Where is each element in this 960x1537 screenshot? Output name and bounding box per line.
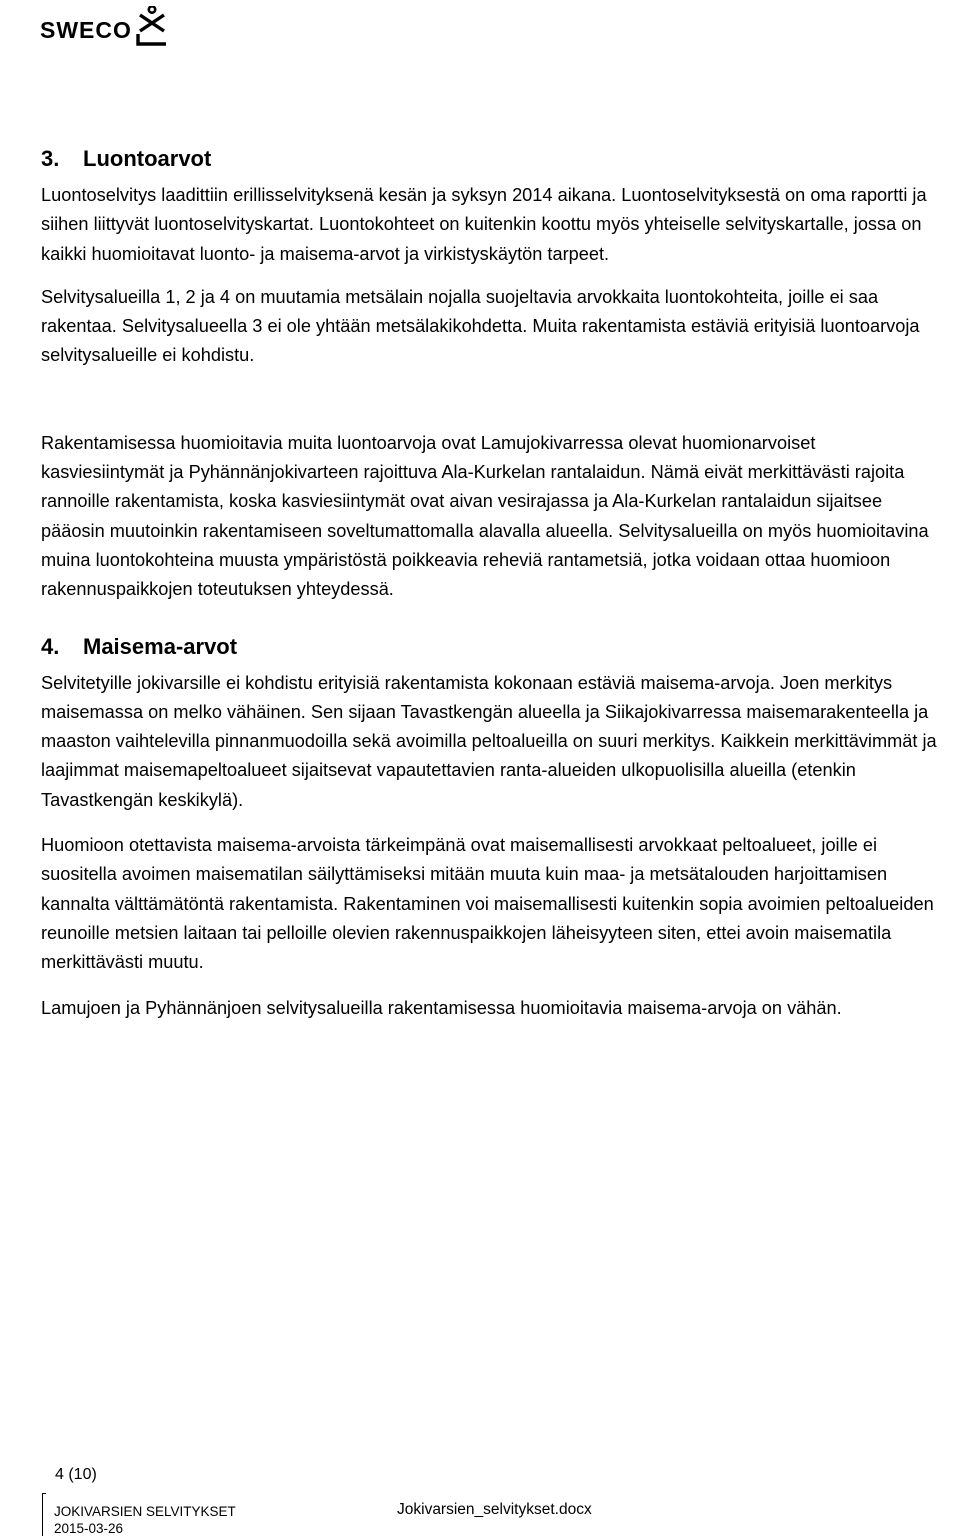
paragraph: Luontoselvitys laadittiin erillisselvityksenä kesän ja syksyn 2014 aikana. Luontoselvityksestä on oma raportti ja siihen liittyvät luontoselvityskartat. Luontokohteet on kuitenkin koottu myös yhteiselle selvityskartalle, jossa on kaikki huomioitavat luonto- ja maisema-arvot ja virkistyskäytön tarpeet. (41, 185, 927, 264)
logo-text: SWECO (40, 17, 132, 43)
paragraph: Selvitetyille jokivarsille ei kohdistu erityisiä rakentamista kokonaan estäviä maisema-arvoja. Joen merkitys maisemassa on melko vähäinen. Sen sijaan Tavastkengän alueella ja Siikajokivarressa maisemarakenteella ja maaston vaihtelevilla pinnanmuodoilla sekä avoimilla peltoalueilla on suuri merkitys. Kaikkein merkittävimmät ja laajimmat maisemapeltoalueet sijaitsevat vapautettavien ranta-alueiden ulkopuolisilla alueilla (etenkin Tavastkengän keskikylä). (41, 672, 937, 810)
footer-divider (42, 1493, 46, 1536)
section-heading-luontoarvot (41, 144, 941, 174)
section-heading-maisema-arvot (41, 632, 941, 662)
document-body (41, 140, 941, 1023)
page-number: 4 (10) (55, 1466, 97, 1483)
sweco-mark-icon (135, 6, 169, 46)
section-title: Maisema-arvot (83, 633, 238, 659)
paragraph: Huomioon otettavista maisema-arvoista tärkeimpänä ovat maisemallisesti arvokkaat peltoalueet, joille ei suositella avoimen maisematilan säilyttämiseksi mitään muuta kuin maa- ja metsätalouden harjoittamisen kannalta välttämätöntä rakentamista. Rakentaminen voi maisemallisesti kuitenkin sopia avoimien peltoalueiden reunoille metsien laitaan tai pelloille olevien rakennuspaikkojen läheisyyteen siten, ettei avoin maisematila merkittävästi muutu. (41, 835, 934, 973)
footer-date: 2015-03-26 (54, 1521, 124, 1536)
section-number: 3. (41, 146, 60, 171)
footer-file-name: Jokivarsien_selvitykset.docx (397, 1501, 592, 1518)
footer-document-title: JOKIVARSIEN SELVITYKSET (54, 1504, 236, 1519)
section-title: Luontoarvot (83, 146, 212, 171)
paragraph: Rakentamisessa huomioitavia muita luontoarvoja ovat Lamujokivarressa olevat huomionarvoiset kasviesiintymät ja Pyhännänjokivarteen rajoittuva Ala-Kurkelan rantalaidun. Nämä eivät merkittävästi rajoita rannoille rakentamista, koska kasviesiintymät ovat aivan vesirajassa ja Ala-Kurkelan rantalaidun sijaitsee pääosin muutoinkin rakentamiseen soveltumattomalla alavalla alueella. Selvitysalueilla on myös huomioitavina muina luontokohteina muusta ympäristöstä poikkeavia reheviä rantametsiä, jotka voidaan ottaa huomioon rakennuspaikkojen toteutuksen yhteydessä. (41, 432, 929, 600)
company-logo (40, 6, 169, 46)
paragraph: Lamujoen ja Pyhännänjoen selvitysalueilla rakentamisessa huomioitavia maisema-arvoja on vähän. (41, 997, 842, 1018)
paragraph: Selvitysalueilla 1, 2 ja 4 on muutamia metsälain nojalla suojeltavia arvokkaita luontokohteita, joille ei saa rakentaa. Selvitysalueella 3 ei ole yhtään metsälakikohdetta. Muita rakentamista estäviä erityisiä luontoarvoja selvitysalueille ei kohdistu. (41, 286, 920, 366)
section-number: 4. (41, 633, 60, 659)
